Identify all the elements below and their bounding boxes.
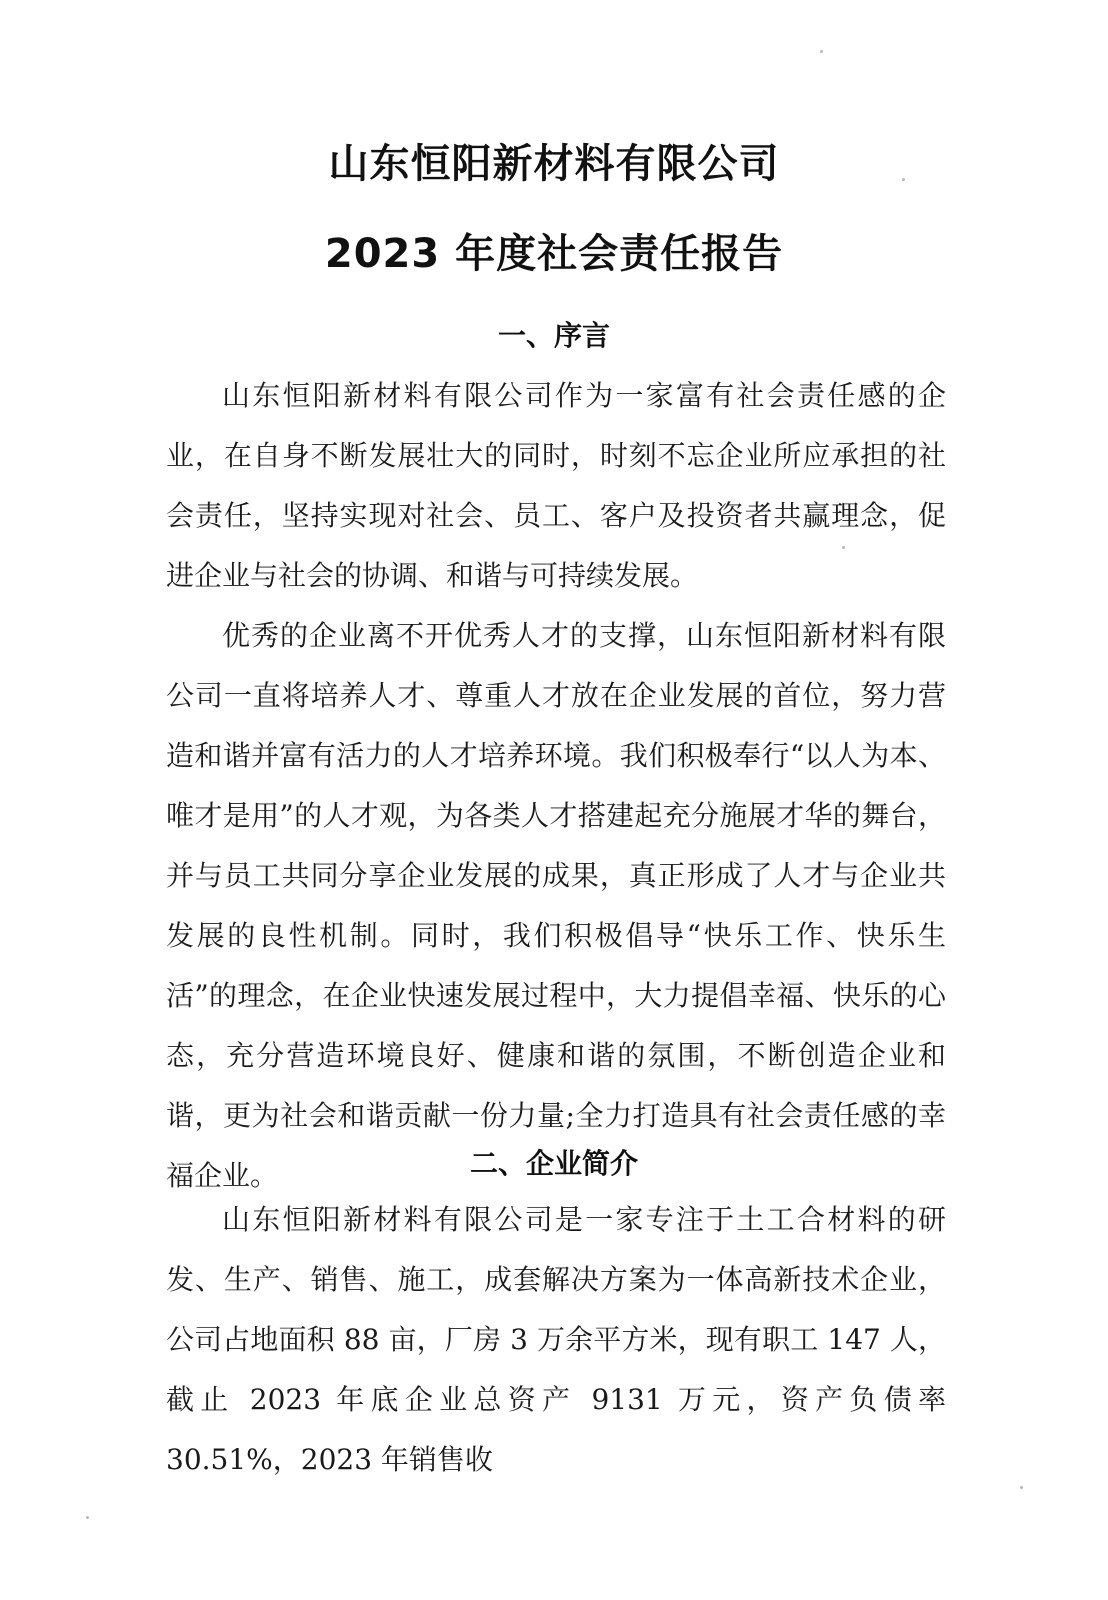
scan-speck	[86, 1516, 89, 1519]
preface-paragraph-1: 山东恒阳新材料有限公司作为一家富有社会责任感的企业，在自身不断发展壮大的同时，时刻不忘企业所应承担的社会责任，坚持实现对社会、员工、客户及投资者共赢理念，促进企业与社会的协调、和谐与可持续发展。	[166, 379, 946, 592]
preface-paragraph-2: 优秀的企业离不开优秀人才的支撑，山东恒阳新材料有限公司一直将培养人才、尊重人才放在企业发展的首位，努力营造和谐并富有活力的人才培养环境。我们积极奉行“以人为本、唯才是用”的人才观，为各类人才搭建起充分施展才华的舞台，并与员工共同分享企业发展的成果，真正形成了人才与企业共发展的良性机制。同时，我们积极倡导“快乐工作、快乐生活”的理念，在企业快速发展过程中，大力提倡幸福、快乐的心态，充分营造环境良好、健康和谐的氛围，不断创造企业和谐，更为社会和谐贡献一份力量;全力打造具有社会责任感的幸福企业。	[166, 619, 946, 1192]
document-title-report: 2023 年度社会责任报告	[324, 231, 784, 277]
scan-speck	[902, 178, 905, 181]
scan-speck	[1020, 1486, 1023, 1489]
section-heading-company-profile: 二、企业简介	[469, 1147, 638, 1180]
document-title-company: 山东恒阳新材料有限公司	[328, 141, 780, 187]
scan-speck	[842, 546, 845, 549]
company-profile-paragraph-1: 山东恒阳新材料有限公司是一家专注于土工合材料的研发、生产、销售、施工，成套解决方案为一体高新技术企业，公司占地面积 88 亩，厂房 3 万余平方米，现有职工 147 人，截止 2023 年底企业总资产 9131 万元，资产负债率 30.51%，2023 年销售收	[166, 1203, 946, 1476]
scan-speck	[820, 50, 823, 53]
section-heading-preface: 一、序言	[497, 319, 610, 352]
